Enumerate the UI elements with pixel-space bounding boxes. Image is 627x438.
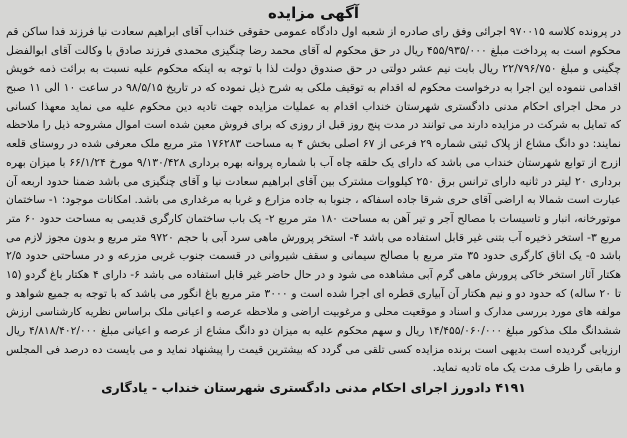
notice-line: ازرج از توابع شهرستان خنداب می باشد که دارای یک حلقه چاه آب با شماره پروانه بهره برداری ۹/۱۳۰/۴۲۸ مورخ ۶۶/۱/۲۴ با میزان بهره: [6, 155, 621, 169]
notice-line: در محل اجرای احکام مدنی دادگستری شهرستان خنداب اقدام به عملیات مزایده جهت تادیه دین محکوم علیه می نماید معهذا کسانی: [6, 99, 621, 113]
notice-line: که تمایل به شرکت در مزایده دارند می توانند در مدت پنج روز قبل از روزی که برای فروش معین شده است اموال مشروحه ذیل را ملاحظه: [6, 118, 621, 132]
notice-line: ارزیابی گردیده است بدیهی است برنده مزایده کسی تلقی می گردد که بیشترین قیمت را پیشنهاد نماید و می بایست ده درصد فی المجلس: [6, 342, 621, 356]
notice-line: مولفه های مورد بررسی مدارک و اسناد و موقعیت محلی و مرغوبیت اراضی و ملاحظه عرصه و اعیانی ملک براساس نظریه کارشناسی ارزش: [6, 306, 621, 319]
notice-line: ششدانگ ملک مذکور مبلغ ۱۴/۴۵۵/۰۶۰/۰۰۰ ریال و سهم محکوم علیه به میزان دو دانگ مشاع از عرصه و اعیانی مبلغ ۴/۸۱۸/۴۰۲/۰۰۰ ریال: [6, 324, 621, 337]
notice-line: مربع ۳- استخر ذخیره آب بتنی غیر قابل استفاده می باشد ۴- استخر پرورش ماهی سرد آبی با حجم ۹۷۲۰ متر مربع و بدون مجوز لازم می: [6, 230, 621, 244]
notice-signature: ۴۱۹۱ دادورز اجرای احکام مدنی دادگستری شهرستان خنداب - یادگاری: [101, 380, 526, 396]
notice-body: [6, 23, 621, 378]
notice-line: هکتار آثار استخر خاکی پرورش ماهی گرم آبی مشاهده می شود و در حال حاضر غیر قابل استفاده می باشد ۶- دارای ۴ هکتار باغ گردو (۱۵: [6, 267, 621, 281]
notice-line: تا ۲۰ ساله) که حدود دو و نیم هکتار آن آبیاری قطره ای اجرا شده است و ۳۰۰۰ متر مربع باغ انگور می باشد که با توجه به جمیع شواهد و: [6, 286, 621, 300]
notice-title: آگهی مزایده: [267, 4, 360, 22]
notice-line: باشد ۵- یک اتاق کارگری حدود ۳۵ متر مربع با مصالح سیمانی و سقف شیروانی در قسمت جنوب غربی مزرعه و در مساحتی حدود ۲/۵: [6, 249, 621, 263]
notice-line: عبارت است شمالا به اراضی آقای حری شرقا جاده اسفاکه ، جنوبا به جاده مزارع و غربا به مرغداری می باشد. امکانات موجود: ۱- ساختمان: [6, 193, 621, 207]
notice-line: در پرونده کلاسه ۹۷۰۰۱۵ اجرائی وفق رای صادره از شعبه اول دادگاه عمومی حقوقی خنداب آقای ابراهیم سعادت نیا فرزند فدا ساکن قم: [6, 25, 621, 38]
notice-line: موتورخانه، انبار و تاسیسات با مصالح آجر و تیر آهن به مساحت ۱۸۰ متر مربع ۲- یک باب ساختمان کارگری قدیمی به مساحت حدود ۶۰ متر: [6, 211, 621, 225]
notice-line: اقدامی ننموده این اجرا به درخواست محکوم له اقدام به توقیف ملکی به شرح ذیل نموده که در تاریخ ۹۸/۵/۱۵ در ساعت ۱۰ الی ۱۱ صبح: [6, 81, 621, 95]
notice-line: برداری ۲۰ لیتر در ثانیه دارای ترانس برق ۲۵۰ کیلووات مشترک بین آقای ابراهیم سعادت نیا و آقای چنگیزی می باشد ضمنا حدود اربعه آن: [6, 174, 621, 188]
notice-line: محکوم است به پرداخت مبلغ ۴۵۵/۹۳۵/۰۰۰ ریال در حق محکوم له آقای محمد رضا چنگیزی محمدی فرزند صادق با وکالت آقای ابوالفضل: [6, 43, 621, 57]
notice-line: چگینی و مبلغ ۲۲/۷۹۶/۷۵۰ ریال بابت نیم عشر دولتی در حق صندوق دولت لذا با توجه به اینکه محکوم علیه نسبت به برائت ذمه خویش: [6, 62, 621, 76]
notice-line: نمایند: دو دانگ مشاع از پلاک ثبتی شماره ۲۹ فرعی از ۶۷ اصلی بخش ۴ به مساحت ۱۷۶۲۸۳ متر مربع ملک معرفی شده در روستای قلعه: [6, 137, 621, 151]
notice-line-last: و مابقی را ظرف مدت یک ماه تادیه نماید.: [432, 361, 621, 375]
